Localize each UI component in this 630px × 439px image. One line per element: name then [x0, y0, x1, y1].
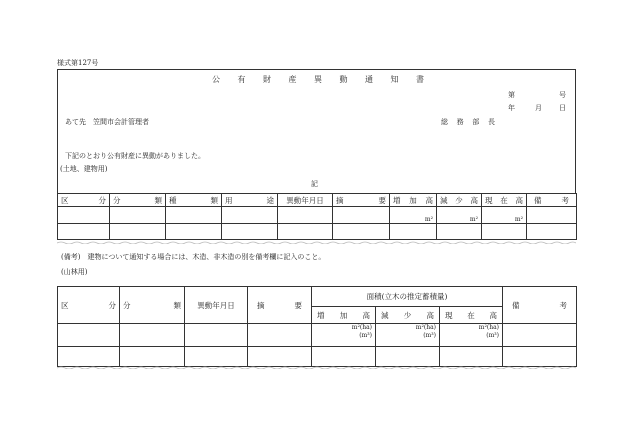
date-year-label: 年 — [508, 104, 515, 112]
table-row — [58, 324, 577, 347]
table-cell[interactable] — [120, 324, 185, 347]
table-row — [58, 224, 577, 240]
table-cell[interactable] — [58, 347, 120, 367]
table2-header — [58, 287, 120, 324]
table2-header — [248, 287, 312, 324]
table1-header — [222, 194, 278, 207]
header-char: 分 — [108, 300, 116, 310]
table-cell[interactable] — [110, 224, 166, 240]
header-char: 高 — [426, 310, 434, 320]
title-char: 有 — [237, 75, 246, 84]
header-char: 考 — [559, 300, 568, 310]
header-char: 類 — [154, 195, 162, 205]
header-char: 要 — [378, 195, 386, 205]
header-char: 現 — [485, 195, 493, 205]
number-suffix: 号 — [559, 91, 566, 99]
header-char: 考 — [561, 195, 569, 205]
note-text: (備考) 建物について通知する場合には、木造、非木造の別を備考欄に記入のこと。 — [61, 253, 326, 261]
header-char: 在 — [467, 310, 475, 320]
table1-header — [333, 194, 390, 207]
header-char: 少 — [403, 310, 412, 320]
header-char: 途 — [266, 195, 274, 205]
table1-header — [482, 194, 527, 207]
header-char: 区 — [61, 300, 69, 310]
section-label-forest: (山林用) — [61, 268, 88, 276]
header-char: 減 — [381, 310, 389, 320]
header-char: 摘 — [336, 195, 344, 205]
body-text: 下記のとおり公有財産に異動がありました。 — [65, 152, 205, 160]
table1-header — [110, 194, 166, 207]
area-header — [312, 287, 503, 307]
table2-header — [185, 287, 248, 324]
unit-line1: m²(ha) — [415, 324, 436, 331]
table-row — [58, 207, 577, 224]
table-cell[interactable] — [333, 207, 390, 224]
title-char: 財 — [263, 75, 271, 84]
header-char: 高 — [489, 310, 497, 320]
sender-char: 総 — [441, 118, 448, 126]
table-cell[interactable] — [222, 207, 278, 224]
header-char: 加 — [409, 195, 417, 205]
table-cell[interactable] — [437, 224, 482, 240]
table-cell[interactable] — [376, 347, 440, 367]
header-char: 摘 — [257, 300, 265, 310]
title-char: 知 — [390, 75, 399, 84]
header-char: 種 — [169, 195, 177, 205]
table2-header — [503, 287, 577, 324]
table2-header-text: 異動年月日 — [197, 300, 235, 310]
sender — [441, 118, 495, 127]
table-cell[interactable] — [58, 224, 110, 240]
header-char: 少 — [455, 195, 463, 205]
header-char: 備 — [534, 195, 542, 205]
title-char: 通 — [365, 75, 373, 84]
table2-header-row — [58, 287, 577, 307]
table1-header — [527, 194, 577, 207]
header-char: 現 — [445, 310, 453, 320]
header-char: 減 — [440, 195, 448, 205]
header-char: 高 — [470, 195, 478, 205]
header-char: 分 — [123, 300, 131, 310]
table1-header — [58, 194, 110, 207]
table-cell[interactable] — [248, 347, 312, 367]
table-cell[interactable] — [185, 347, 248, 367]
continuation-wave — [57, 366, 576, 369]
table-cell[interactable] — [185, 324, 248, 347]
table-cell[interactable] — [527, 224, 577, 240]
header-char: 備 — [512, 300, 520, 310]
table-cell[interactable] — [503, 347, 577, 367]
table1-header — [437, 194, 482, 207]
header-char: 高 — [515, 195, 523, 205]
table-cell[interactable] — [278, 207, 333, 224]
sender-char: 務 — [456, 118, 464, 126]
sender-char: 部 — [472, 118, 480, 126]
number-prefix: 第 — [508, 91, 515, 99]
title-char: 産 — [288, 75, 297, 84]
table2-subheader — [376, 307, 440, 324]
unit-label: m² — [437, 207, 482, 224]
header-char: 加 — [339, 310, 348, 320]
header-char: 区 — [61, 195, 69, 205]
unit-label — [312, 324, 376, 347]
date-month-label: 月 — [535, 104, 542, 112]
table-cell[interactable] — [503, 324, 577, 347]
table-row — [58, 347, 577, 367]
unit-line2: (m³) — [359, 332, 372, 339]
table-cell[interactable] — [482, 224, 527, 240]
forest-table — [57, 286, 577, 367]
number-field — [508, 91, 566, 100]
unit-line2: (m³) — [486, 332, 500, 339]
header-char: 類 — [210, 195, 218, 205]
table-cell[interactable] — [333, 224, 390, 240]
header-char: 高 — [362, 310, 370, 320]
header-char: 分 — [113, 195, 121, 205]
sender-char: 長 — [487, 118, 495, 126]
table-cell[interactable] — [278, 224, 333, 240]
table-cell[interactable] — [440, 347, 503, 367]
form-number: 様式第127号 — [57, 59, 99, 67]
table-cell[interactable] — [166, 207, 222, 224]
header-char: 用 — [225, 195, 233, 205]
title-char: 異 — [314, 75, 322, 84]
table-cell[interactable] — [110, 207, 166, 224]
unit-line1: m²(ha) — [351, 324, 372, 331]
table1-header — [278, 194, 333, 207]
table1-header — [390, 194, 437, 207]
unit-label — [376, 324, 440, 347]
title-char: 動 — [339, 75, 348, 84]
table2-header — [120, 287, 185, 324]
table-cell[interactable] — [166, 224, 222, 240]
header-char: 分 — [98, 195, 106, 205]
land-building-table — [57, 193, 577, 240]
area-header-text: 面積(立木の推定蓄積量) — [366, 292, 448, 301]
table1-header-text: 異動年月日 — [286, 195, 324, 205]
table1-header-row — [58, 194, 577, 207]
table-cell[interactable] — [312, 347, 376, 367]
header-char: 類 — [173, 300, 181, 310]
header-char: 高 — [425, 195, 433, 205]
table2-subheader — [312, 307, 376, 324]
unit-line2: (m³) — [423, 332, 436, 339]
unit-label — [440, 324, 503, 347]
header-char: 増 — [393, 195, 401, 205]
table-cell[interactable] — [120, 347, 185, 367]
table-cell[interactable] — [58, 207, 110, 224]
title-char: 書 — [416, 75, 424, 84]
unit-label: m² — [482, 207, 527, 224]
table-cell[interactable] — [248, 324, 312, 347]
header-char: 要 — [294, 300, 302, 310]
table2-subheader — [440, 307, 503, 324]
ki-label: 記 — [311, 180, 318, 188]
table-cell[interactable] — [390, 224, 437, 240]
document-title — [212, 75, 424, 85]
notice-frame — [57, 69, 576, 193]
table-cell[interactable] — [527, 207, 577, 224]
table1-header — [166, 194, 222, 207]
continuation-wave — [57, 241, 576, 244]
header-char: 在 — [500, 195, 508, 205]
title-char: 公 — [212, 75, 220, 84]
unit-line1: m²(ha) — [478, 324, 500, 331]
addressee: あて先 笠間市会計管理者 — [65, 118, 149, 126]
table-cell[interactable] — [58, 324, 120, 347]
section-label-land-building: (土地、建物用) — [60, 165, 108, 173]
date-day-label: 日 — [559, 104, 566, 112]
header-char: 増 — [317, 310, 325, 320]
table-cell[interactable] — [222, 224, 278, 240]
unit-label: m² — [390, 207, 437, 224]
